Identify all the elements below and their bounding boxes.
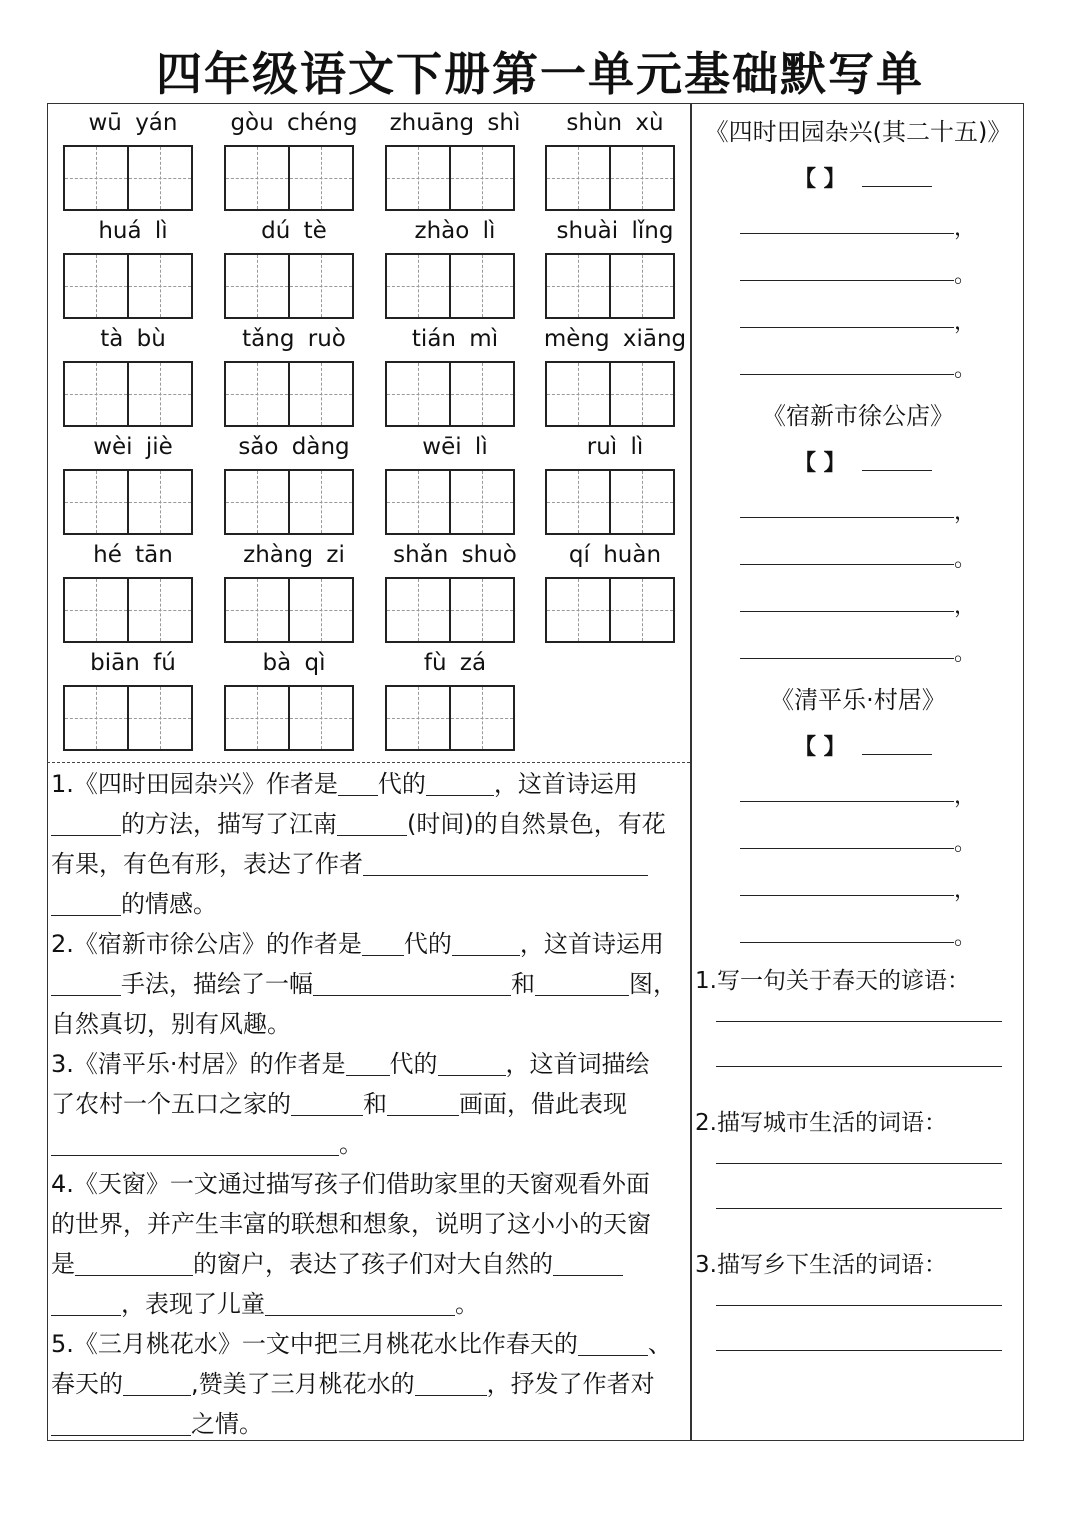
writing-box[interactable] [545, 361, 611, 427]
pinyin-label: mèng xiāng [543, 326, 687, 352]
question-line [51, 844, 691, 884]
pinyin-label: tǎng ruò [242, 326, 346, 352]
pinyin-label: biān fú [90, 650, 176, 676]
answer-blank[interactable] [51, 887, 121, 916]
writing-box[interactable] [63, 361, 129, 427]
question-line [51, 964, 691, 1004]
poem-line-punctuation: 。 [954, 547, 977, 572]
author-dynasty-bracket: 【 】 [794, 735, 846, 760]
poem-line-punctuation: ， [954, 878, 977, 903]
pinyin-label: wū yán [88, 110, 178, 136]
writing-box[interactable] [224, 469, 290, 535]
question-text: 4.《天窗》一文通过描写孩子们借助家里的天窗观看外面 [51, 1170, 650, 1198]
poem-line-punctuation: 。 [954, 357, 977, 382]
writing-box[interactable] [63, 685, 129, 751]
pinyin-cell [535, 213, 695, 321]
answer-blank[interactable] [553, 1247, 623, 1276]
answer-blank[interactable] [123, 1367, 191, 1396]
question-text: ,赞美了三月桃花水的 [191, 1370, 415, 1398]
poem-line-punctuation: 。 [954, 831, 977, 856]
pinyin-label: sǎo dàng [238, 434, 350, 460]
question-text: 的情感。 [121, 890, 217, 918]
question-text: 了农村一个五口之家的 [51, 1090, 291, 1118]
pinyin-label: ruì lì [586, 434, 644, 460]
question-line [51, 1044, 691, 1084]
writing-box[interactable] [224, 253, 290, 319]
question-line [51, 1084, 691, 1124]
question-text: 自然真切，别有风趣。 [51, 1010, 291, 1038]
writing-box[interactable] [545, 145, 611, 211]
pinyin-cell [53, 429, 213, 537]
writing-box[interactable] [288, 685, 354, 751]
poem-title: 《宿新市徐公店》 [762, 402, 954, 430]
poem-line-blank[interactable] [740, 895, 954, 896]
answer-blank[interactable] [415, 1367, 487, 1396]
question-text: 代的 [389, 1050, 438, 1078]
answer-blank[interactable] [51, 1407, 191, 1436]
pinyin-cell [214, 321, 374, 429]
pinyin-cell [214, 213, 374, 321]
question-text: 的世界，并产生丰富的联想和想象，说明了这小小的天窗 [51, 1210, 651, 1238]
author-dynasty-bracket: 【 】 [794, 451, 846, 476]
question-text: 有果，有色有形，表达了作者 [51, 850, 363, 878]
vocabulary-question: 1.写一句关于春天的谚语： [695, 968, 970, 994]
writing-box[interactable] [545, 469, 611, 535]
pinyin-label: tián mì [411, 326, 499, 352]
answer-line[interactable] [716, 1066, 1002, 1067]
question-line [51, 804, 691, 844]
question-text: 3.《清平乐·村居》的作者是 [51, 1050, 346, 1078]
writing-box[interactable] [609, 577, 675, 643]
answer-blank[interactable] [75, 1247, 193, 1276]
answer-blank[interactable] [265, 1287, 455, 1316]
question-text: ，表现了儿童 [121, 1290, 265, 1318]
pinyin-cell [375, 105, 535, 213]
poem-line-punctuation: ， [954, 500, 977, 525]
poem-title: 《清平乐·村居》 [770, 686, 946, 714]
pinyin-label: hé tān [93, 542, 173, 568]
answer-blank[interactable] [452, 927, 520, 956]
question-text: 2.《宿新市徐公店》的作者是 [51, 930, 362, 958]
writing-box[interactable] [224, 361, 290, 427]
pinyin-label: fù zá [423, 650, 487, 676]
answer-blank[interactable] [313, 967, 511, 996]
poem-line-punctuation: ， [954, 216, 977, 241]
poem-line-blank[interactable] [740, 233, 954, 234]
question-text: 的窗户，表达了孩子们对大自然的 [193, 1250, 553, 1278]
writing-box[interactable] [63, 469, 129, 535]
question-text: 1.《四时田园杂兴》作者是 [51, 770, 338, 798]
poem-line-blank[interactable] [740, 374, 954, 375]
answer-line[interactable] [716, 1021, 1002, 1022]
answer-line[interactable] [716, 1208, 1002, 1209]
question-text: 和 [511, 970, 535, 998]
poem-line-punctuation: 。 [954, 925, 977, 950]
author-blank[interactable] [862, 754, 932, 755]
answer-blank[interactable] [438, 1047, 506, 1076]
poem-line-blank[interactable] [740, 848, 954, 849]
writing-box[interactable] [385, 145, 451, 211]
writing-box[interactable] [449, 469, 515, 535]
pinyin-cell [375, 213, 535, 321]
answer-blank[interactable] [51, 807, 121, 836]
answer-blank[interactable] [337, 807, 407, 836]
poem-line-blank[interactable] [740, 280, 954, 281]
pinyin-cell [214, 537, 374, 645]
pinyin-label: shǎn shuò [393, 542, 517, 568]
answer-blank[interactable] [535, 967, 629, 996]
question-line [51, 1244, 691, 1284]
pinyin-cell [535, 429, 695, 537]
answer-line[interactable] [716, 1305, 1002, 1306]
poem-line-blank[interactable] [740, 564, 954, 565]
writing-box[interactable] [127, 577, 193, 643]
writing-box[interactable] [127, 685, 193, 751]
question-text: 。 [339, 1130, 363, 1158]
question-line [51, 1284, 691, 1324]
pinyin-cell [375, 321, 535, 429]
worksheet-title: 四年级语文下册第一单元基础默写单 [156, 47, 924, 101]
pinyin-cell [214, 105, 374, 213]
question-text: 手法，描绘了一幅 [121, 970, 313, 998]
pinyin-cell [375, 537, 535, 645]
writing-box[interactable] [545, 253, 611, 319]
pinyin-label: shùn xù [566, 110, 664, 136]
writing-box[interactable] [224, 145, 290, 211]
pinyin-cell [53, 213, 213, 321]
author-dynasty-bracket: 【 】 [794, 167, 846, 192]
author-blank[interactable] [862, 470, 932, 471]
pinyin-cell [214, 429, 374, 537]
question-line [51, 1204, 691, 1244]
pinyin-cell [214, 645, 374, 753]
poem-line-blank[interactable] [740, 658, 954, 659]
question-text: ，这首词描绘 [505, 1050, 650, 1078]
answer-blank[interactable] [51, 1127, 339, 1156]
writing-box[interactable] [609, 145, 675, 211]
question-text: 的方法，描写了江南 [121, 810, 337, 838]
question-text: 5.《三月桃花水》一文中把三月桃花水比作春天的 [51, 1330, 578, 1358]
question-text: 和 [363, 1090, 387, 1118]
question-text: 春天的 [51, 1370, 123, 1398]
author-blank[interactable] [862, 186, 932, 187]
pinyin-cell [535, 321, 695, 429]
question-line [51, 1004, 691, 1044]
answer-blank[interactable] [346, 1047, 390, 1076]
question-line [51, 884, 691, 924]
writing-box[interactable] [127, 361, 193, 427]
pinyin-cell [535, 105, 695, 213]
question-line [51, 1124, 691, 1164]
question-text: 、 [647, 1330, 672, 1358]
question-line [51, 764, 691, 804]
poem-line-blank[interactable] [740, 517, 954, 518]
pinyin-cell [375, 429, 535, 537]
pinyin-label: wèi jiè [93, 434, 173, 460]
writing-box[interactable] [288, 145, 354, 211]
pinyin-label: tà bù [100, 326, 166, 352]
question-line [51, 1364, 691, 1404]
pinyin-cell [53, 105, 213, 213]
writing-box[interactable] [63, 253, 129, 319]
writing-box[interactable] [449, 685, 515, 751]
poem-line-punctuation: 。 [954, 641, 977, 666]
fill-in-questions [51, 764, 691, 1444]
writing-box[interactable] [449, 145, 515, 211]
question-text: 画面，借此表现 [459, 1090, 627, 1118]
writing-box[interactable] [63, 145, 129, 211]
writing-box[interactable] [385, 469, 451, 535]
poem-title: 《四时田园杂兴(其二十五)》 [704, 118, 1012, 146]
writing-box[interactable] [609, 361, 675, 427]
poem-line-punctuation: 。 [954, 263, 977, 288]
question-text: (时间)的自然景色，有花 [407, 810, 666, 838]
pinyin-cell [53, 321, 213, 429]
question-text: 是 [51, 1250, 75, 1278]
vocabulary-question: 3.描写乡下生活的词语： [695, 1252, 947, 1278]
section-divider [47, 762, 690, 763]
answer-blank[interactable] [578, 1327, 648, 1356]
writing-box[interactable] [288, 577, 354, 643]
writing-box[interactable] [609, 253, 675, 319]
pinyin-label: qí huàn [568, 542, 662, 568]
poem-line-blank[interactable] [740, 942, 954, 943]
writing-box[interactable] [127, 253, 193, 319]
question-text: 图， [629, 970, 677, 998]
question-text: 代的 [377, 770, 426, 798]
answer-blank[interactable] [363, 847, 648, 876]
pinyin-cell [375, 645, 535, 753]
writing-box[interactable] [224, 577, 290, 643]
poem-line-punctuation: ， [954, 310, 977, 335]
writing-box[interactable] [385, 361, 451, 427]
pinyin-label: dú tè [261, 218, 327, 244]
pinyin-cell [535, 537, 695, 645]
answer-blank[interactable] [387, 1087, 459, 1116]
answer-line[interactable] [716, 1350, 1002, 1351]
writing-box[interactable] [63, 577, 129, 643]
writing-box[interactable] [224, 685, 290, 751]
poem-line-punctuation: ， [954, 784, 977, 809]
writing-box[interactable] [288, 469, 354, 535]
writing-box[interactable] [449, 577, 515, 643]
pinyin-label: wēi lì [422, 434, 488, 460]
question-text: ，这首诗运用 [493, 770, 638, 798]
question-line [51, 1404, 691, 1444]
question-line [51, 1324, 691, 1364]
writing-box[interactable] [385, 253, 451, 319]
answer-line[interactable] [716, 1163, 1002, 1164]
pinyin-cell [53, 537, 213, 645]
writing-box[interactable] [609, 469, 675, 535]
writing-box[interactable] [127, 145, 193, 211]
pinyin-label: shuài lǐng [556, 218, 674, 244]
answer-blank[interactable] [291, 1087, 363, 1116]
writing-box[interactable] [385, 685, 451, 751]
poem-line-blank[interactable] [740, 327, 954, 328]
poem-line-blank[interactable] [740, 801, 954, 802]
answer-blank[interactable] [426, 767, 494, 796]
pinyin-label: huá lì [98, 218, 168, 244]
answer-blank[interactable] [51, 967, 121, 996]
writing-box[interactable] [385, 577, 451, 643]
vocabulary-question: 2.描写城市生活的词语： [695, 1110, 947, 1136]
poem-line-blank[interactable] [740, 611, 954, 612]
writing-box[interactable] [288, 361, 354, 427]
question-text: ，这首诗运用 [519, 930, 664, 958]
pinyin-label: gòu chéng [230, 110, 358, 136]
answer-blank[interactable] [362, 927, 404, 956]
question-line [51, 924, 691, 964]
pinyin-label: zhào lì [414, 218, 496, 244]
question-text: 。 [455, 1290, 479, 1318]
pinyin-cell [53, 645, 213, 753]
writing-box[interactable] [127, 469, 193, 535]
pinyin-label: zhàng zi [243, 542, 345, 568]
poem-line-punctuation: ， [954, 594, 977, 619]
pinyin-label: zhuāng shì [389, 110, 521, 136]
question-text: ，抒发了作者对 [486, 1370, 655, 1398]
writing-box[interactable] [449, 361, 515, 427]
writing-box[interactable] [449, 253, 515, 319]
writing-box[interactable] [545, 577, 611, 643]
question-line [51, 1164, 691, 1204]
pinyin-label: bà qì [262, 650, 326, 676]
writing-box[interactable] [288, 253, 354, 319]
question-text: 代的 [403, 930, 452, 958]
answer-blank[interactable] [338, 767, 378, 796]
answer-blank[interactable] [51, 1287, 121, 1316]
question-text: 之情。 [191, 1410, 263, 1438]
